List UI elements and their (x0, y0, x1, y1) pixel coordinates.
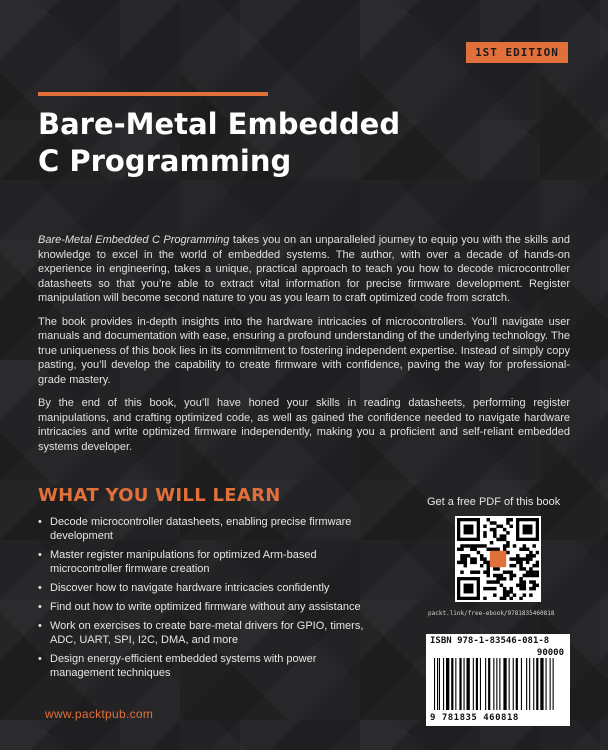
learn-item: • Master register manipulations for optimized Arm-based microcontroller firmware creation (38, 548, 378, 576)
learn-list (38, 515, 378, 685)
price-code: 90000 (536, 648, 564, 658)
book-title-line-1: Bare-Metal Embedded (38, 107, 401, 141)
description-paragraph-3: By the end of this book, you’ll have honed your skills in reading datasheets, performing register manipulations, and crafting optimized code, as well as gained the confidence needed to navigate hardware intricacies and write optimized firmware independently, making you a proficient and self-reliant embedded systems developer. (38, 397, 570, 453)
edition-badge: 1ST EDITION (466, 42, 568, 63)
isbn-text: ISBN 978-1-83546-081-8 (430, 636, 550, 646)
barcode-bars (432, 658, 564, 712)
description-book-name: Bare-Metal Embedded C Programming (38, 234, 230, 246)
title-accent-bar (38, 92, 268, 96)
learn-item: • Discover how to navigate hardware intricacies confidently (38, 581, 378, 595)
qr-code[interactable] (455, 516, 541, 602)
learn-item: • Find out how to write optimized firmware without any assistance (38, 600, 378, 614)
website-link[interactable]: www.packtpub.com (45, 707, 154, 721)
description-paragraph-1 (38, 233, 570, 306)
free-pdf-link[interactable]: packt.link/free-ebook/9781835460818 (428, 610, 555, 617)
description-paragraph-2: The book provides in-depth insights into the hardware intricacies of microcontrollers. You’ll navigate user manuals and documentation with ease, ensuring a profound understanding of the underlying technology. The true uniqueness of this book lies in its commitment to fostering independent expertise. Instead of simply copy pasting, you’ll develop the capability to create firmware with confidence, paving the way for professional-grade mastery. (38, 315, 570, 386)
free-pdf-label: Get a free PDF of this book (427, 496, 561, 508)
ean-text: 9 781835 460818 (430, 713, 519, 723)
description-paragraph-1-text: takes you on an unparalleled journey to equip you with the skills and knowledge to excel in the world of embedded systems. The author, with over a decade of hands-on experience in engineering, takes a unique, practical approach to teach you how to decode microcontroller datasheets so that you’re able to extract vital information for precise firmware development. Register manipulation will become second nature to you as you learn to craft optimized code from scratch. (38, 234, 570, 304)
learn-item: • Work on exercises to create bare-metal drivers for GPIO, timers, ADC, UART, SPI, I2C, DMA, and more (38, 619, 378, 647)
isbn-barcode (426, 634, 570, 726)
learn-item: • Design energy-efficient embedded systems with power management techniques (38, 652, 378, 680)
book-description (38, 233, 570, 463)
book-title-line-2: C Programming (38, 144, 292, 178)
qr-code-image (457, 518, 539, 600)
book-title (38, 106, 558, 180)
learn-item: • Decode microcontroller datasheets, enabling precise firmware development (38, 515, 378, 543)
learn-heading: WHAT YOU WILL LEARN (38, 485, 281, 506)
